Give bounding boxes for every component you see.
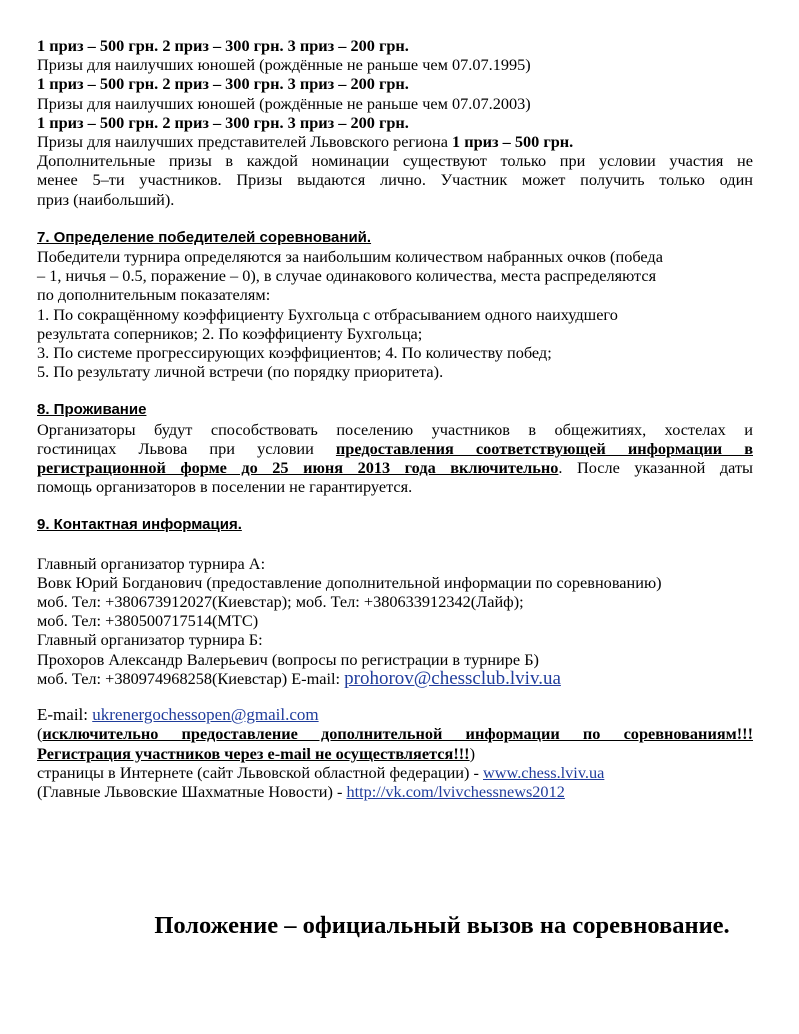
email-note-2: Регистрация участников через e-mail не осуществляется!!! bbox=[37, 743, 470, 763]
email-link[interactable]: ukrenergochessopen@gmail.com bbox=[92, 705, 319, 725]
spacer bbox=[37, 688, 753, 705]
email-line bbox=[37, 705, 753, 724]
prize-line-youth-1995: 1 приз – 500 грн. 2 приз – 300 грн. 3 приз – 200 грн. bbox=[37, 74, 409, 94]
news-line bbox=[37, 782, 753, 801]
org-a-phones-2: моб. Тел: +380500717514(МТС) bbox=[37, 611, 259, 631]
email-note-1: исключительно предоставление дополнительной информации по соревнованиям!!! bbox=[42, 724, 753, 744]
section-8-heading: 8. Проживание bbox=[37, 401, 147, 419]
document-page bbox=[37, 36, 753, 801]
additional-prizes-line-1: Дополнительные призы в каждой номинации существуют только при условии участия не bbox=[37, 151, 753, 171]
section-8-line-3-plain: . После указанной даты bbox=[558, 458, 753, 478]
section-8-line-2-plain: гостиницах Львова при условии bbox=[37, 438, 336, 458]
email-note-line-1 bbox=[37, 724, 753, 743]
section-7-line: 5. По результату личной встречи (по порядку приоритета). bbox=[37, 362, 444, 382]
section-7-line: – 1, ничья – 0.5, поражение – 0), в случае одинакового количества, места распределяются bbox=[37, 266, 657, 286]
note-open-paren: ( bbox=[37, 724, 43, 744]
section-7-heading: 7. Определение победителей соревнований. bbox=[37, 228, 372, 246]
org-a-label: Главный организатор турнира А: bbox=[37, 553, 266, 573]
org-b-name: Прохоров Александр Валерьевич (вопросы по регистрации в турнире Б) bbox=[37, 649, 539, 669]
spacer bbox=[37, 381, 753, 400]
section-8-line-3-bold: регистрационной форме до 25 июня 2013 года включительно bbox=[37, 458, 559, 478]
org-b-phone-line bbox=[37, 669, 753, 688]
section-7-line: 1. По сокращённому коэффициенту Бухгольца с отбрасыванием одного наихудшего bbox=[37, 304, 618, 324]
lviv-prize-value: 1 приз – 500 грн. bbox=[452, 132, 574, 152]
org-a-name: Вовк Юрий Богданович (предоставление дополнительной информации по соревнованию) bbox=[37, 572, 662, 592]
website-line bbox=[37, 763, 753, 782]
email-label: E-mail: bbox=[37, 705, 93, 725]
spacer bbox=[37, 496, 753, 515]
section-8-line-2-bold: предоставления соответствующей информации в bbox=[335, 438, 753, 458]
footer-title: Положение – официальный вызов на соревнование. bbox=[154, 912, 730, 939]
section-8-line-4: помощь организаторов в поселении не гарантируется. bbox=[37, 477, 413, 497]
org-b-email-link[interactable]: prohorov@chessclub.lviv.ua bbox=[344, 667, 561, 689]
news-label: (Главные Львовские Шахматные Новости) - bbox=[37, 781, 347, 801]
section-7-line: результата соперников; 2. По коэффициенту Бухгольца; bbox=[37, 323, 423, 343]
news-link[interactable]: http://vk.com/lvivchessnews2012 bbox=[346, 781, 565, 801]
org-b-phone: моб. Тел: +380974968258(Киевстар) E-mail: bbox=[37, 668, 345, 688]
prize-line-youth-2003: 1 приз – 500 грн. 2 приз – 300 грн. 3 приз – 200 грн. bbox=[37, 112, 409, 132]
section-8-line-3 bbox=[37, 458, 753, 477]
section-9-heading: 9. Контактная информация. bbox=[37, 516, 242, 534]
note-close-paren: ) bbox=[469, 743, 476, 763]
org-b-label: Главный организатор турнира Б: bbox=[37, 630, 263, 650]
section-7-line: 3. По системе прогрессирующих коэффициентов; 4. По количеству побед; bbox=[37, 343, 552, 363]
section-8-line-2 bbox=[37, 439, 753, 458]
section-7-line: по дополнительным показателям: bbox=[37, 285, 271, 305]
website-link[interactable]: www.chess.lviv.ua bbox=[483, 762, 605, 782]
email-note-line-2 bbox=[37, 744, 753, 763]
youth-1995-label: Призы для наилучших юношей (рождённые не раньше чем 07.07.1995) bbox=[37, 55, 531, 75]
youth-2003-label: Призы для наилучших юношей (рождённые не раньше чем 07.07.2003) bbox=[37, 93, 531, 113]
section-8-line-1: Организаторы будут способствовать поселению участников в общежитиях, хостелах и bbox=[37, 419, 753, 439]
lviv-prize-label: Призы для наилучших представителей Львовского региона bbox=[37, 132, 452, 152]
additional-prizes-line-2: менее 5–ти участников. Призы выдаются лично. Участник может получить только один bbox=[37, 170, 753, 190]
additional-prizes-line-3: приз (наибольший). bbox=[37, 189, 175, 209]
org-a-phones-1: моб. Тел: +380673912027(Киевстар); моб. Тел: +380633912342(Лайф); bbox=[37, 592, 524, 612]
spacer bbox=[37, 535, 753, 554]
prize-line-main: 1 приз – 500 грн. 2 приз – 300 грн. 3 приз – 200 грн. bbox=[37, 36, 409, 55]
lviv-prize-line bbox=[37, 132, 753, 151]
spacer bbox=[37, 209, 753, 228]
section-7-line: Победители турнира определяются за наибольшим количеством набранных очков (победа bbox=[37, 247, 663, 267]
website-label: страницы в Интернете (сайт Львовской областной федерации) - bbox=[37, 762, 484, 782]
